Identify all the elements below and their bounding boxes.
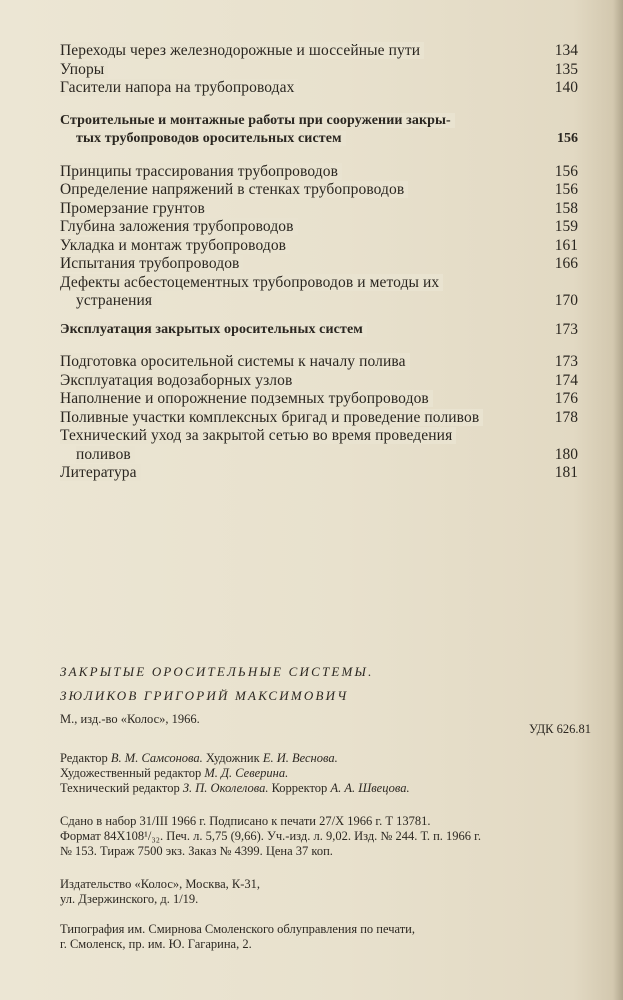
toc-entry-multiline: Технический уход за закрытой сетью во время проведения	[60, 427, 578, 446]
toc-entry-continued: поливов 180	[76, 445, 578, 463]
credits-art-editor: Художественный редактор М. Д. Северина.	[60, 766, 289, 780]
toc-page-number: 156	[557, 131, 578, 146]
colophon	[60, 662, 590, 952]
publisher-address-line: ул. Дзержинского, д. 1/19.	[60, 892, 199, 906]
printing-house-line: Типография им. Смирнова Смоленского облуправления по печати,	[60, 922, 415, 936]
printing-house	[60, 922, 590, 952]
toc-section-heading: Эксплуатация закрытых оросительных систем 173	[60, 320, 578, 338]
toc-page-number: 178	[554, 408, 578, 426]
credits-tech-editor: Технический редактор З. П. Околелова. Корректор А. А. Швецова.	[60, 781, 410, 795]
toc-entry: Упоры 135	[60, 60, 578, 78]
toc-page-number: 174	[554, 371, 578, 389]
toc-entry: Литература 181	[60, 464, 578, 481]
toc-entry: Укладка и монтаж трубопроводов 161	[60, 236, 578, 254]
toc-page-number: 180	[554, 445, 578, 463]
print-details-line: Формат 84X108¹/₃₂. Печ. л. 5,75 (9,66). Уч.-изд. л. 9,02. Изд. № 244. Т. п. 1966 г.	[60, 829, 482, 843]
toc-entry: Переходы через железнодорожные и шоссейные пути 134	[60, 42, 578, 59]
toc-entry: Наполнение и опорожнение подземных трубопроводов 176	[60, 390, 578, 407]
toc-section-heading-continued: тых трубопроводов оросительных систем 156	[60, 130, 578, 149]
printing-house-line: г. Смоленск, пр. им. Ю. Гагарина, 2.	[60, 937, 252, 951]
credits-editors: Редактор В. М. Самсонова. Художник Е. И. Веснова.	[60, 751, 338, 765]
author-name: ЗЮЛИКОВ ГРИГОРИЙ МАКСИМОВИЧ	[60, 688, 349, 703]
toc-page-number: 158	[554, 199, 578, 217]
toc-page-number: 156	[554, 181, 578, 198]
toc-entry: Принципы трассирования трубопроводов 156	[60, 162, 578, 180]
toc-entry: Промерзание грунтов 158	[60, 199, 578, 217]
udk-code: УДК 626.81	[529, 722, 591, 736]
toc-page-number: 170	[554, 292, 578, 309]
toc-page-number: 173	[554, 353, 578, 370]
toc-page-number: 135	[554, 60, 578, 78]
book-title: ЗАКРЫТЫЕ ОРОСИТЕЛЬНЫЕ СИСТЕМЫ.	[60, 664, 374, 679]
table-of-contents	[60, 42, 578, 483]
toc-page-number: 156	[554, 162, 578, 180]
toc-page-number: 181	[554, 464, 578, 481]
toc-entry-multiline: Дефекты асбестоцементных трубопроводов и методы их	[60, 274, 578, 293]
toc-entry: Определение напряжений в стенках трубопроводов 156	[60, 181, 578, 198]
toc-page-number: 176	[554, 390, 578, 407]
toc-page-number: 134	[554, 42, 578, 59]
publisher-address	[60, 877, 590, 907]
toc-entry: Эксплуатация водозаборных узлов 174	[60, 371, 578, 389]
toc-section-heading: Строительные и монтажные работы при сооружении закры-	[60, 112, 578, 131]
publisher-line: М., изд.-во «Колос», 1966.	[60, 712, 200, 726]
toc-page-number: 166	[554, 255, 578, 272]
print-details-line: Сдано в набор 31/III 1966 г. Подписано к печати 27/X 1966 г. Т 13781.	[60, 814, 431, 828]
toc-entry: Глубина заложения трубопроводов 159	[60, 218, 578, 235]
toc-entry: Поливные участки комплексных бригад и проведение поливов 178	[60, 408, 578, 426]
toc-page-number: 159	[554, 218, 578, 235]
toc-entry: Подготовка оросительной системы к началу полива 173	[60, 353, 578, 370]
toc-page-number: 173	[554, 320, 578, 338]
print-details-line: № 153. Тираж 7500 экз. Заказ № 4399. Цена 37 коп.	[60, 844, 333, 858]
credits	[60, 751, 590, 796]
toc-entry-continued: устранения 170	[76, 292, 578, 309]
toc-page-number: 161	[554, 236, 578, 254]
toc-page-number: 140	[554, 79, 578, 96]
page-edge-shadow	[613, 0, 623, 1000]
toc-entry: Гасители напора на трубопроводах 140	[60, 79, 578, 96]
print-details	[60, 814, 590, 859]
publisher-address-line: Издательство «Колос», Москва, К-31,	[60, 877, 261, 891]
toc-entry: Испытания трубопроводов 166	[60, 255, 578, 272]
